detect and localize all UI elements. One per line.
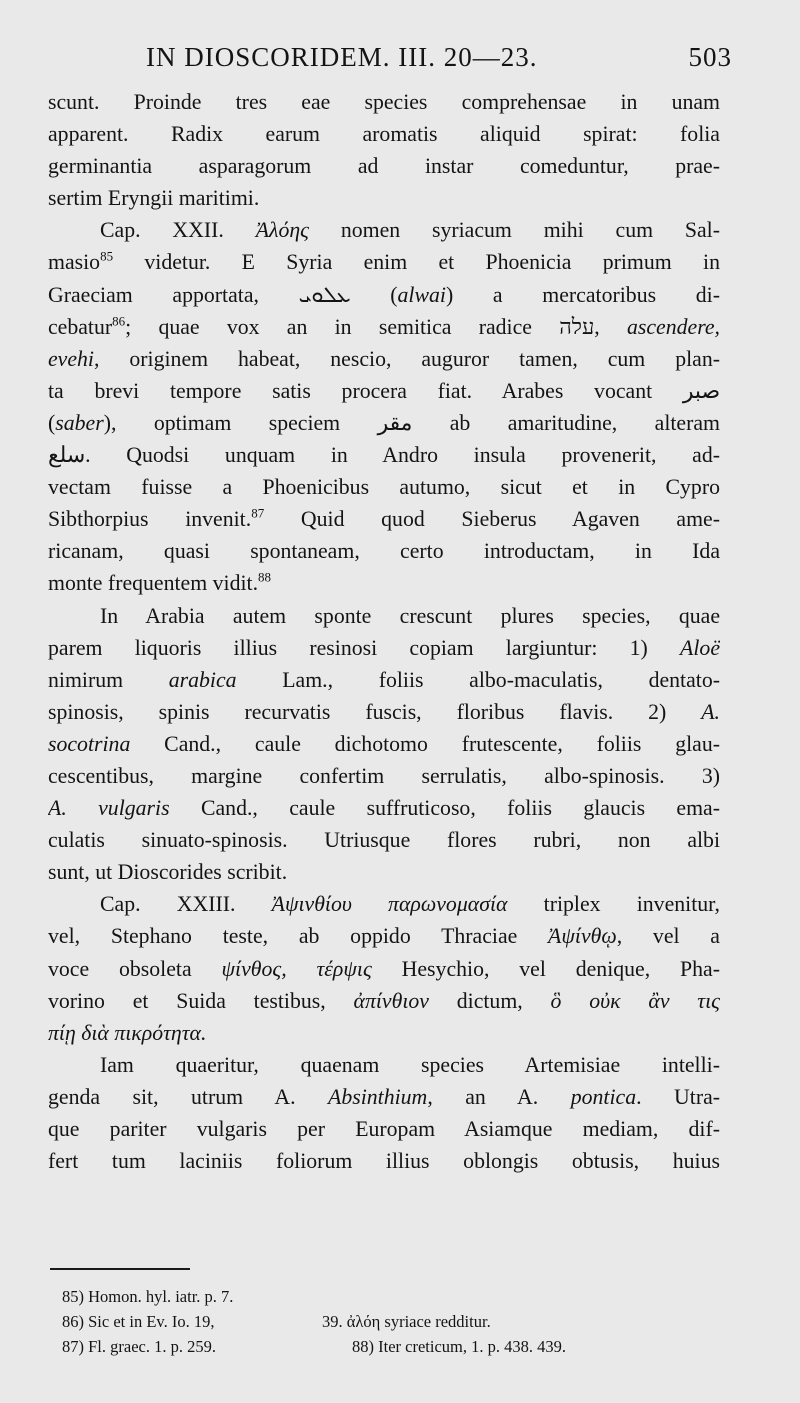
text-span: monte frequentem vidit.	[48, 571, 259, 596]
text-span: (	[48, 410, 56, 435]
greek-term: Ἀψίνθῳ	[548, 924, 617, 949]
species-name: A.	[701, 699, 720, 724]
page-number: 503	[688, 42, 732, 72]
footnote-rule	[50, 1268, 190, 1270]
chapter-xxiii-opening	[48, 888, 720, 920]
text-line	[48, 953, 720, 985]
text-line	[48, 664, 720, 696]
arabic-word: سلع	[48, 443, 86, 468]
text-span: parem liquoris illius resinosi copiam largiuntur: 1)	[48, 635, 681, 660]
text-line	[48, 279, 720, 311]
text-span: . Utra-	[636, 1084, 720, 1109]
text-span: , originem habeat, nescio, auguror tamen, cum plan-	[93, 346, 720, 371]
species-name: Absinthium	[328, 1084, 428, 1109]
greek-term: πίῃ διὰ πικρότητα.	[48, 1020, 207, 1045]
text-line	[48, 920, 720, 952]
text-line	[48, 246, 720, 278]
species-name: arabica	[168, 667, 237, 692]
text-line: Iam quaeritur, quaenam species Artemisiae intelli-	[100, 1052, 720, 1077]
arabic-word: مقر	[377, 410, 413, 435]
text-line	[48, 696, 720, 728]
text-line	[48, 375, 720, 407]
text-span: Cand., caule dichotomo frutescente, foliis glau-	[130, 731, 720, 756]
greek-term: ἀπίνθιον	[353, 988, 429, 1013]
text-line	[48, 632, 720, 664]
italic-gloss: evehi	[48, 346, 94, 371]
greek-term: ψίνθος, τέρψις	[221, 956, 372, 981]
text-span: , vel a	[616, 924, 720, 949]
main-text	[48, 86, 720, 1177]
text-span: ), optimam speciem	[103, 410, 378, 435]
chapter-label: Cap. XXII.	[100, 218, 256, 243]
species-name: Aloë	[680, 635, 720, 660]
text-line: fert tum laciniis foliorum illius oblongis obtusis, huius	[48, 1149, 720, 1174]
species-name: socotrina	[48, 731, 131, 756]
text-line	[48, 1017, 720, 1049]
text-span: dictum,	[428, 988, 551, 1013]
text-line: In Arabia autem sponte crescunt plures species, quae	[100, 603, 720, 628]
footnote-ref: 85	[100, 249, 114, 265]
text-line: vectam fuisse a Phoenicibus autumo, sicut et in Cypro	[48, 475, 720, 500]
footnote-ref: 86	[112, 313, 126, 329]
greek-term: Ἀψινθίου παρωνομασία	[271, 892, 508, 917]
text-span: vorino et Suida testibus,	[48, 988, 354, 1013]
footnote-85: 85) Homon. hyl. iatr. p. 7.	[62, 1287, 234, 1306]
text-line: scunt. Proinde tres eae species comprehensae in unam	[48, 90, 720, 114]
italic-gloss: ascendere,	[627, 314, 720, 339]
running-title: IN DIOSCORIDEM. III. 20—23.	[146, 42, 538, 72]
text-line: ricanam, quasi spontaneam, certo introductam, in Ida	[48, 539, 720, 564]
text-line	[48, 1081, 720, 1113]
text-line	[48, 567, 720, 599]
text-line	[48, 503, 720, 535]
text-span: Cand., caule suffruticoso, foliis glaucis ema-	[169, 796, 720, 821]
text-line: que pariter vulgaris per Europam Asiamque mediam, dif-	[48, 1117, 720, 1141]
text-span: nomen syriacum mihi cum Sal-	[309, 218, 720, 243]
text-line	[48, 343, 720, 375]
text-span: cebatur	[48, 314, 113, 339]
transliteration: saber	[55, 410, 104, 435]
text-line	[48, 728, 720, 760]
text-line	[48, 407, 720, 439]
footnotes	[62, 1284, 722, 1359]
text-line: sunt, ut Dioscorides scribit.	[48, 860, 288, 885]
footnote-87-88-line	[62, 1334, 722, 1359]
text-span: ; quae vox an in semitica radice	[125, 314, 560, 339]
running-head	[50, 42, 732, 82]
transliteration: alwai	[397, 282, 446, 307]
text-span: Lam., foliis albo-maculatis, dentato-	[236, 667, 720, 692]
text-span: videtur. E Syria enim et Phoenicia primum in	[113, 250, 720, 275]
text-span: . Quodsi unquam in Andro insula provenerit, ad-	[85, 443, 720, 468]
text-line	[48, 439, 720, 471]
greek-term: ὃ οὐκ ἂν τις	[550, 988, 720, 1013]
footnote-86: 86) Sic et in Ev. Io. 19,	[62, 1312, 215, 1331]
text-span: nimirum	[48, 667, 169, 692]
text-span: Graeciam apportata,	[48, 282, 299, 307]
species-name: pontica	[570, 1084, 637, 1109]
text-span: Quid quod Sieberus Agaven ame-	[264, 507, 720, 532]
chapter-xxii-opening	[48, 214, 720, 246]
text-span: Sibthorpius invenit.	[48, 507, 252, 532]
footnote-88: 88) Iter creticum, 1. p. 438. 439.	[352, 1337, 566, 1356]
text-span: Hesychio, vel denique, Pha-	[371, 956, 720, 981]
text-line	[48, 985, 720, 1017]
footnote-86-cont: 39. ἀλόη syriace redditur.	[322, 1312, 491, 1331]
text-line: sertim Eryngii maritimi.	[48, 186, 260, 211]
text-line: culatis sinuato-spinosis. Utriusque flores rubri, non albi	[48, 828, 720, 853]
syriac-word: ܥܠܘܝ	[298, 282, 351, 307]
chapter-label: Cap. XXIII.	[100, 892, 272, 917]
text-span: ) a mercatoribus di-	[445, 282, 720, 307]
text-line	[48, 792, 720, 824]
text-line	[48, 311, 720, 343]
text-line: cescentibus, margine confertim serrulatis, albo-spinosis. 3)	[48, 763, 720, 788]
text-span: , an A.	[427, 1084, 571, 1109]
footnote-ref: 88	[258, 570, 272, 586]
text-span: masio	[48, 250, 101, 275]
text-span: vel, Stephano teste, ab oppido Thraciae	[48, 924, 549, 949]
greek-term: Ἀλόης	[255, 218, 309, 243]
text-span: voce obsoleta	[48, 956, 222, 981]
text-span: ,	[594, 314, 627, 339]
text-span: ta brevi tempore satis procera fiat. Arabes vocant	[48, 378, 683, 403]
text-span: genda sit, utrum A.	[48, 1084, 328, 1109]
footnote-86-line	[62, 1309, 722, 1334]
footnote-ref: 87	[251, 505, 265, 521]
text-span: spinosis, spinis recurvatis fuscis, floribus flavis. 2)	[48, 699, 702, 724]
hebrew-word: עלה	[559, 314, 595, 339]
text-span: (	[350, 282, 398, 307]
text-span: ab amaritudine, alteram	[412, 410, 720, 435]
text-line: germinantia asparagorum ad instar comeduntur, prae-	[48, 154, 720, 179]
text-span: triplex invenitur,	[507, 892, 720, 917]
species-name: A. vulgaris	[48, 796, 170, 821]
text-line: apparent. Radix earum aromatis aliquid spirat: folia	[48, 122, 720, 147]
footnote-87: 87) Fl. graec. 1. p. 259.	[62, 1337, 216, 1356]
arabic-word: صبر	[682, 378, 720, 403]
